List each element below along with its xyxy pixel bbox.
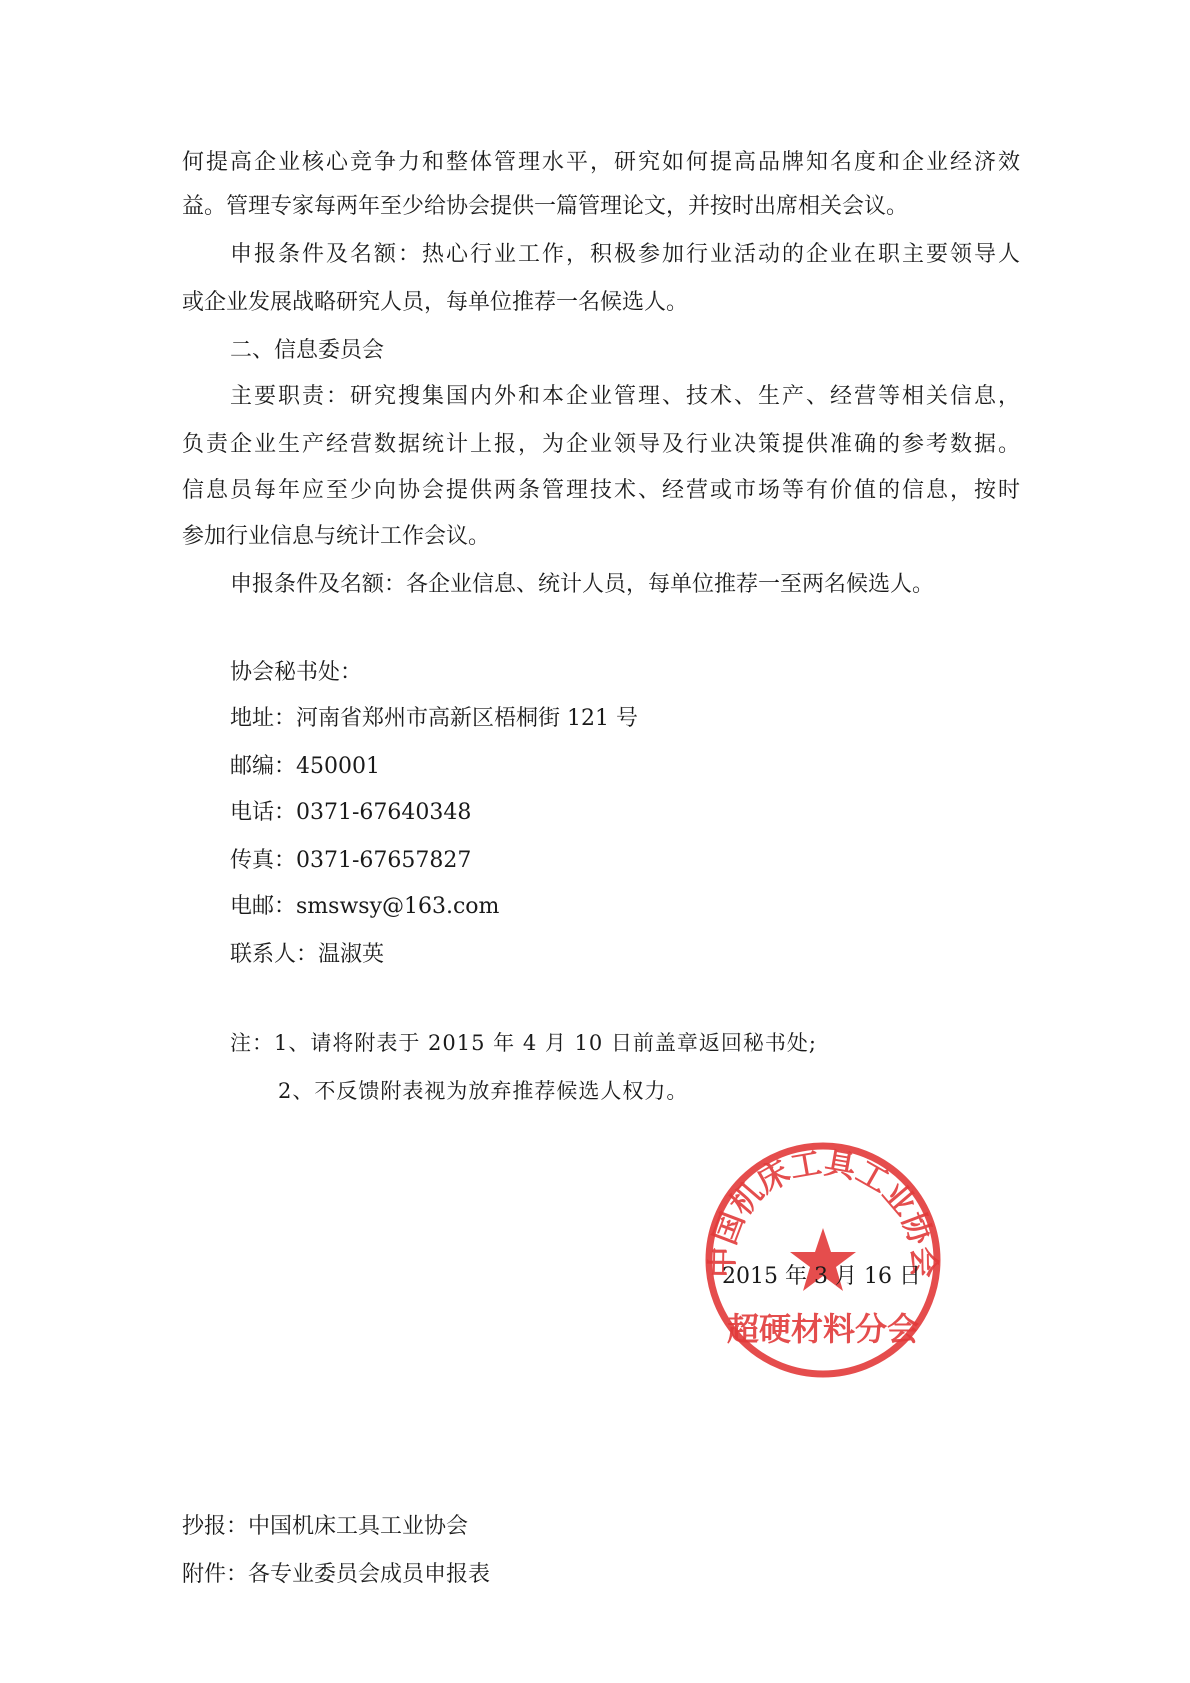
paragraph-line: 信息员每年应至少向协会提供两条管理技术、经营或市场等有价值的信息，按时 [182,478,1020,503]
seal-bottom-text: 超硬材料分会 [726,1310,920,1348]
note-2: 2、不反馈附表视为放弃推荐候选人权力。 [278,1079,689,1103]
contact-email: 电邮：smswsy@163.com [230,894,500,919]
document-date: 2015 年 3 月 16 日 [722,1264,921,1289]
paragraph-line: 何提高企业核心竞争力和整体管理水平，研究如何提高品牌知名度和企业经济效 [182,150,1020,175]
paragraph-line: 或企业发展战略研究人员，每单位推荐一名候选人。 [182,290,689,315]
section-heading: 二、信息委员会 [230,338,385,363]
paragraph-line: 主要职责：研究搜集国内外和本企业管理、技术、生产、经营等相关信息， [230,384,1020,409]
contact-title: 协会秘书处： [230,660,363,685]
contact-address: 地址：河南省郑州市高新区梧桐街 121 号 [230,706,638,731]
attachment-line: 附件：各专业委员会成员申报表 [182,1562,491,1587]
paragraph-line: 益。管理专家每两年至少给协会提供一篇管理论文，并按时出席相关会议。 [182,194,909,219]
cc-line: 抄报：中国机床工具工业协会 [182,1514,469,1539]
contact-person: 联系人：温淑英 [230,942,385,967]
paragraph-line: 申报条件及名额：各企业信息、统计人员，每单位推荐一至两名候选人。 [230,572,935,597]
paragraph-line: 参加行业信息与统计工作会议。 [182,524,491,549]
official-seal-icon [703,1140,943,1380]
paragraph-line: 负责企业生产经营数据统计上报，为企业领导及行业决策提供准确的参考数据。 [182,432,1020,457]
note-1: 注：1、请将附表于 2015 年 4 月 10 日前盖章返回秘书处; [230,1031,818,1055]
contact-fax: 传真：0371-67657827 [230,848,472,873]
paragraph-line: 申报条件及名额：热心行业工作，积极参加行业活动的企业在职主要领导人 [230,242,1020,267]
seal-top-text: 中国机床工具工业协会 [704,1145,942,1279]
contact-phone: 电话：0371-67640348 [230,800,472,825]
contact-postcode: 邮编：450001 [230,754,380,779]
